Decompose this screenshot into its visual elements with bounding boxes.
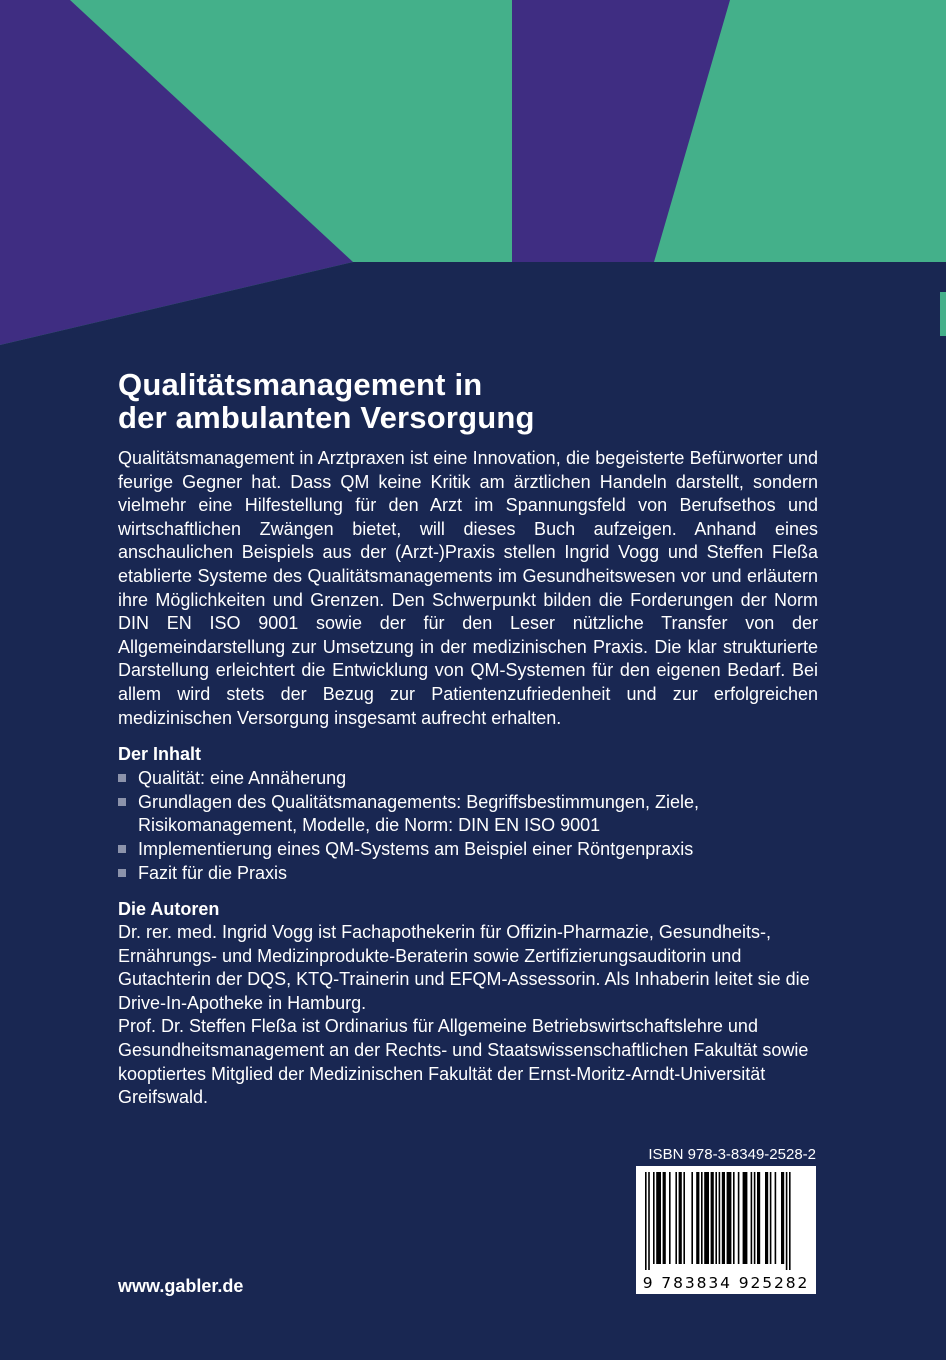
book-title-line-1: Qualitätsmanagement in [118,367,483,402]
contents-section [118,743,818,885]
barcode-bar [733,1172,735,1264]
contents-item-text: Fazit für die Praxis [138,862,288,883]
back-cover-text [118,368,818,1110]
barcode-bar [715,1172,717,1264]
barcode-bar [775,1172,777,1264]
square-bullet-icon [118,869,126,877]
barcode-bar [683,1172,685,1264]
barcode-bar [691,1172,693,1264]
author-bio-vogg: Dr. rer. med. Ingrid Vogg ist Fachapothekerin für Offizin-Pharmazie, Gesundheits-, Ernährungs- und Medizinprodukte-Beraterin sowie Zertifizierungsauditorin und Gutachterin der DQS, KTQ-Trainerin und EFQM-Assessorin. Als Inhaberin leitet sie die Drive-In-Apotheke in Hamburg. [118,922,810,1013]
contents-item [118,862,818,886]
contents-item-text: Qualität: eine Annäherung [138,768,347,789]
barcode-bars [643,1172,809,1270]
barcode-bar [754,1172,756,1264]
barcode-bar [722,1172,725,1264]
contents-item-text: Grundlagen des Qualitätsmanagements: Begriffsbestimmungen, Ziele, Risikomanagement, Modelle, die Norm: DIN EN ISO 9001 [138,791,699,836]
isbn-barcode [636,1166,816,1294]
contents-list [118,767,818,885]
contents-item [118,767,818,791]
barcode-bar [789,1172,791,1270]
barcode-bar [663,1172,666,1264]
barcode-bar [653,1172,655,1264]
author-bio-flessa: Prof. Dr. Steffen Fleßa ist Ordinarius für Allgemeine Betriebswirtschaftslehre und Gesundheitsmanagement an der Rechts- und Staatswissenschaftlichen Fakultät sowie kooptiertes Mitglied der Medizinischen Fakultät der Ernst-Moritz-Arndt-Universität Greifswald. [118,1016,809,1108]
barcode-bar [770,1172,772,1264]
barcode-bar [786,1172,788,1270]
barcode-bar [696,1172,699,1264]
authors-section [118,898,818,1110]
barcode-bar [719,1172,721,1264]
barcode-digits: 9 783834 925282 [642,1274,810,1292]
barcode-bar [701,1172,703,1264]
barcode-bar [648,1172,650,1270]
isbn-label: ISBN 978-3-8349-2528-2 [648,1146,816,1163]
square-bullet-icon [118,774,126,782]
cover-art-graphic [0,0,946,350]
barcode-bar [675,1172,677,1264]
publisher-website-link[interactable]: www.gabler.de [118,1276,244,1296]
book-title-line-2: der ambulanten Versorgung [118,400,535,435]
book-title [118,368,818,434]
barcode-bar [669,1172,671,1264]
barcode-bar [711,1172,714,1264]
barcode-bar [645,1172,647,1270]
contents-item [118,791,818,838]
barcode-bar [727,1172,732,1264]
barcode-bar [781,1172,784,1264]
authors-heading: Die Autoren [118,899,220,920]
contents-heading: Der Inhalt [118,744,202,765]
barcode-bar [738,1172,740,1264]
barcode-bar [704,1172,709,1264]
barcode-bar [679,1172,682,1264]
contents-item-text: Implementierung eines QM-Systems am Beispiel einer Röntgenpraxis [138,838,694,859]
square-bullet-icon [118,845,126,853]
book-description: Qualitätsmanagement in Arztpraxen ist eine Innovation, die begeisterte Befürworter und feurige Gegner hat. Dass QM keine Kritik am ärztlichen Handeln darstellt, sondern vielmehr eine Hilfestellung für den Arzt im Spannungsfeld von Berufsethos und wirtschaftlichen Zwängen bietet, will dieses Buch aufzeigen. Anhand eines anschaulichen Beispiels aus der (Arzt-)Praxis stellen Ingrid Vogg und Steffen Fleßa etablierte Systeme des Qualitätsmanagements im Gesundheitswesen vor und erläutern ihre Möglichkeiten und Grenzen. Den Schwerpunkt bilden die Forderungen der Norm DIN EN ISO 9001 sowie der für den Leser nützliche Transfer von der Allgemeindarstellung zur Umsetzung in der medizinischen Praxis. Die klar strukturierte Darstellung erleichtert die Entwicklung von QM-Systemen für den eigenen Bedarf. Bei allem wird stets der Bezug zur Patientenzufriedenheit und zur erfolgreichen medizinischen Versorgung insgesamt aufrecht erhalten. [118,448,818,728]
barcode-bar [751,1172,753,1264]
barcode-bar [743,1172,748,1264]
barcode-bar [757,1172,760,1264]
barcode-bar [765,1172,768,1264]
barcode-bar [656,1172,661,1264]
contents-item [118,838,818,862]
edge-color-tab [940,292,946,336]
square-bullet-icon [118,798,126,806]
